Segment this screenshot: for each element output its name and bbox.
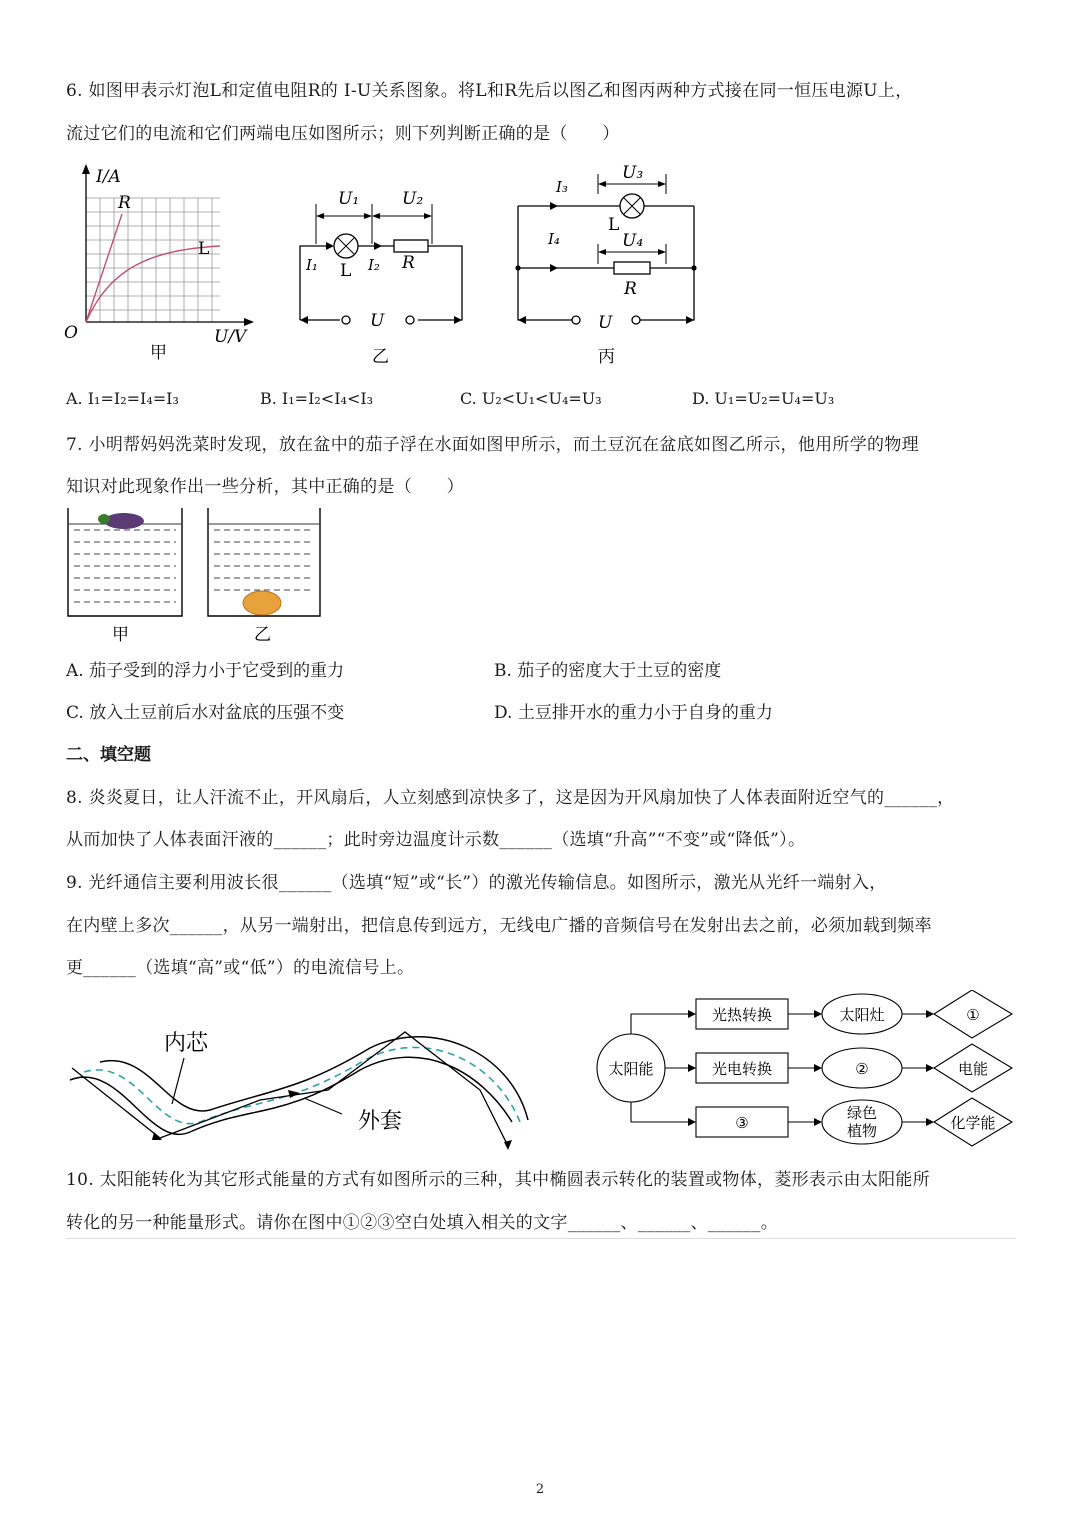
diamond-label: ① [966,1006,980,1024]
eggplant-icon [104,513,144,529]
figure-caption: 乙 [372,347,389,367]
u1-label: U₁ [338,189,360,209]
figure-caption: 丙 [598,347,615,367]
lamp-label: L [340,261,352,281]
laser-path [72,1032,508,1146]
q7-option-a: A. 茄子受到的浮力小于它受到的重力 [66,661,345,681]
source-label: 太阳能 [608,1060,654,1078]
i3-label: I₃ [556,178,568,196]
q7-line2: 知识对此现象作出一些分析，其中正确的是（ ） [66,477,464,497]
figure-yi-series-circuit [290,180,480,370]
q9-line1: 9. 光纤通信主要利用波长很______（选填“短”或“长”）的激光传输信息。如图所示，激光从光纤一端射入， [66,873,887,893]
figure-caption: 甲 [150,343,167,363]
section-heading: 二、填空题 [66,745,151,765]
q6-line2: 流过它们的电流和它们两端电压如图所示；则下列判断正确的是（ ） [66,124,620,144]
q6-option-b: B. I₁=I₂<I₄<I₃ [260,389,374,408]
box-label: 光电转换 [711,1060,773,1078]
ellipse-label-bottom: 植物 [846,1122,878,1140]
basin-jia [68,508,182,645]
figure-bing-parallel-circuit [510,158,710,370]
q6-option-d: D. U₁=U₂=U₄=U₃ [692,389,835,408]
i1-label: I₁ [306,256,318,274]
y-axis-label: I/A [96,167,121,187]
q7-option-d: D. 土豆排开水的重力小于自身的重力 [494,703,773,723]
figure-q7-basins [60,500,330,648]
origin-label: O [64,323,78,343]
figure-jia-iu-graph [60,158,260,368]
potato-icon [243,591,281,615]
q6-option-c: C. U₂<U₁<U₄=U₃ [460,389,602,408]
x-axis-label: U/V [214,327,247,347]
q7-line1: 7. 小明帮妈妈洗菜时发现，放在盆中的茄子浮在水面如图甲所示，而土豆沉在盆底如图乙所示，他用所学的物理 [66,435,919,455]
figure-optical-fiber [60,1010,540,1160]
figure-caption: 乙 [254,625,271,645]
resistor-r-icon [394,240,428,252]
source-label: U [370,311,385,331]
figure-caption: 甲 [112,625,129,645]
q8-line2: 从而加快了人体表面汗液的______；此时旁边温度计示数______（选填“升高”“不变”或“降低”）。 [66,830,806,850]
q7-option-b: B. 茄子的密度大于土豆的密度 [494,661,722,681]
i2-label: I₂ [368,256,380,274]
fiber-jacket-label: 外套 [358,1109,403,1134]
divider [66,1238,1016,1239]
curve-l-label: L [198,239,210,259]
q10-line1: 10. 太阳能转化为其它形式能量的方式有如图所示的三种，其中椭圆表示转化的装置或物体，菱形表示由太阳能所 [66,1170,931,1190]
resistor-label: R [624,279,637,299]
ellipse-label-top: 绿色 [846,1104,878,1122]
u2-label: U₂ [402,189,424,209]
figure-solar-energy-diagram [594,990,1024,1150]
resistor-label: R [402,253,415,273]
ellipse-label: ② [855,1060,869,1078]
lamp-label: L [608,215,620,235]
curve-r-label: R [118,193,131,213]
basin-yi [208,508,320,645]
diamond-label: 电能 [957,1060,989,1078]
u4-label: U₄ [622,231,644,251]
resistor-r-icon [614,262,650,274]
fiber-core-label: 内芯 [164,1031,209,1056]
source-label: U [598,313,613,333]
u3-label: U₃ [622,163,644,183]
box-label: 光热转换 [711,1006,773,1024]
page-number: 2 [535,1482,545,1497]
i4-label: I₄ [548,230,560,248]
q9-line3: 更______（选填“高”或“低”）的电流信号上。 [66,958,415,978]
box-label: ③ [735,1114,749,1132]
q10-line2: 转化的另一种能量形式。请你在图中①②③空白处填入相关的文字______、______、______。 [66,1213,778,1233]
q6-option-a: A. I₁=I₂=I₄=I₃ [66,389,179,408]
diamond-label: 化学能 [950,1114,996,1132]
q6-line1: 6. 如图甲表示灯泡L和定值电阻R的 I-U关系图象。将L和R先后以图乙和图丙两种方式接在同一恒压电源U上， [66,81,913,101]
q8-line1: 8. 炎炎夏日，让人汗流不止，开风扇后，人立刻感到凉快多了，这是因为开风扇加快了人体表面附近空气的______， [66,788,955,808]
ellipse-label: 太阳灶 [839,1006,885,1024]
q7-option-c: C. 放入土豆前后水对盆底的压强不变 [66,703,345,723]
q9-line2: 在内壁上多次______，从另一端射出，把信息传到远方，无线电广播的音频信号在发射出去之前，必须加载到频率 [66,916,932,936]
